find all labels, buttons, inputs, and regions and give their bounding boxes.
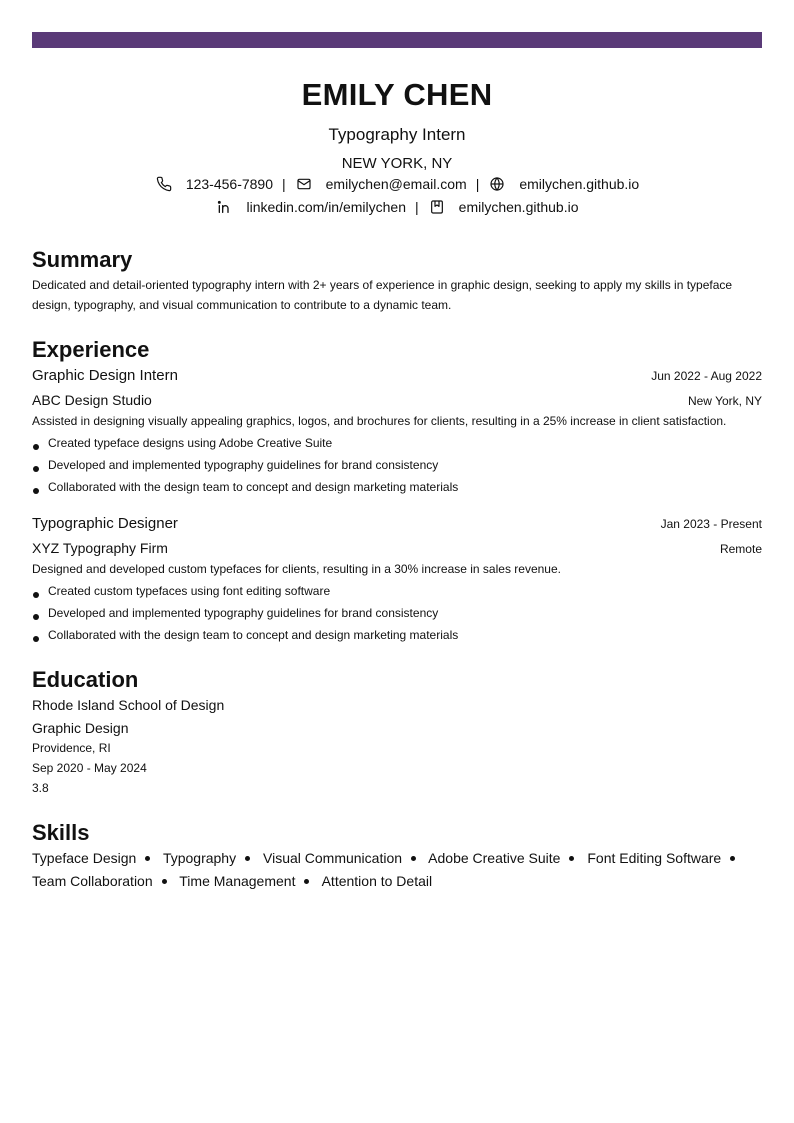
skills-section (32, 820, 762, 893)
list-item: Developed and implemented typography guidelines for brand consistency (32, 603, 762, 623)
skill-item: Font Editing Software (587, 850, 722, 866)
contact-row-secondary (32, 197, 762, 217)
candidate-location: NEW YORK, NY (341, 155, 453, 172)
phone-icon (155, 175, 173, 193)
resume-header (32, 77, 762, 217)
skill-separator (304, 879, 309, 884)
bookmark-icon (428, 198, 446, 216)
degree-name: Graphic Design (32, 720, 129, 736)
education-dates: Sep 2020 - May 2024 (32, 761, 147, 775)
summary-text: Dedicated and detail-oriented typography intern with 2+ years of experience in graphic design, seeking to apply my skills in typeface design, typography, and visual communication to contribute to a dynamic team. (32, 278, 733, 312)
job-entry (32, 513, 762, 645)
skill-item: Visual Communication (263, 850, 403, 866)
portfolio-link[interactable]: emilychen.github.io (458, 199, 579, 215)
list-item: Collaborated with the design team to concept and design marketing materials (32, 625, 762, 645)
company-name: ABC Design Studio (32, 392, 152, 408)
education-section (32, 667, 762, 798)
email-link[interactable]: emilychen@email.com (325, 176, 467, 192)
job-title: Graphic Design Intern (32, 367, 178, 384)
skill-separator (145, 856, 150, 861)
school-name: Rhode Island School of Design (32, 697, 225, 713)
skill-item: Attention to Detail (321, 873, 433, 889)
resume-page (32, 32, 762, 893)
contact-separator: | (282, 176, 286, 192)
company-name: XYZ Typography Firm (32, 540, 168, 556)
experience-section (32, 337, 762, 645)
contact-separator: | (415, 199, 419, 215)
summary-section (32, 247, 762, 315)
job-dates: Jan 2023 - Present (660, 517, 762, 531)
skill-separator (569, 856, 574, 861)
candidate-title: Typography Intern (328, 125, 466, 144)
job-bullets (32, 581, 762, 645)
skill-item: Time Management (179, 873, 296, 889)
skill-item: Team Collaboration (32, 873, 153, 889)
candidate-name: EMILY CHEN (301, 77, 493, 112)
section-heading: Experience (32, 337, 150, 362)
job-title: Typographic Designer (32, 515, 178, 532)
contact-row-primary (32, 174, 762, 194)
linkedin-icon (215, 198, 233, 216)
job-description: Assisted in designing visually appealing graphics, logos, and brochures for clients, resulting in a 25% increase in client satisfaction. (32, 414, 727, 428)
skill-separator (730, 856, 735, 861)
job-location: New York, NY (687, 394, 762, 408)
skill-separator (245, 856, 250, 861)
phone-number[interactable]: 123-456-7890 (185, 176, 273, 192)
globe-icon (488, 175, 506, 193)
linkedin-link[interactable]: linkedin.com/in/emilychen (246, 199, 407, 215)
section-heading: Summary (32, 247, 133, 272)
section-heading: Education (32, 667, 139, 692)
accent-bar (32, 32, 762, 48)
list-item: Created typeface designs using Adobe Creative Suite (32, 433, 762, 453)
gpa: 3.8 (32, 781, 49, 795)
skill-separator (411, 856, 416, 861)
website-link[interactable]: emilychen.github.io (519, 176, 640, 192)
job-description: Designed and developed custom typefaces for clients, resulting in a 30% increase in sales revenue. (32, 562, 561, 576)
skill-item: Typeface Design (32, 850, 137, 866)
list-item: Developed and implemented typography guidelines for brand consistency (32, 455, 762, 475)
skill-item: Typography (162, 850, 237, 866)
section-heading: Skills (32, 820, 90, 845)
contact-separator: | (475, 176, 480, 192)
skill-separator (162, 879, 167, 884)
school-location: Providence, RI (32, 741, 111, 755)
job-bullets (32, 433, 762, 497)
list-item: Created custom typefaces using font editing software (32, 581, 762, 601)
skills-list (32, 847, 762, 893)
list-item: Collaborated with the design team to concept and design marketing materials (32, 477, 762, 497)
job-location: Remote (719, 542, 762, 556)
job-dates: Jun 2022 - Aug 2022 (651, 369, 762, 383)
envelope-icon (295, 175, 313, 193)
skill-item: Adobe Creative Suite (428, 850, 561, 866)
job-entry (32, 365, 762, 497)
